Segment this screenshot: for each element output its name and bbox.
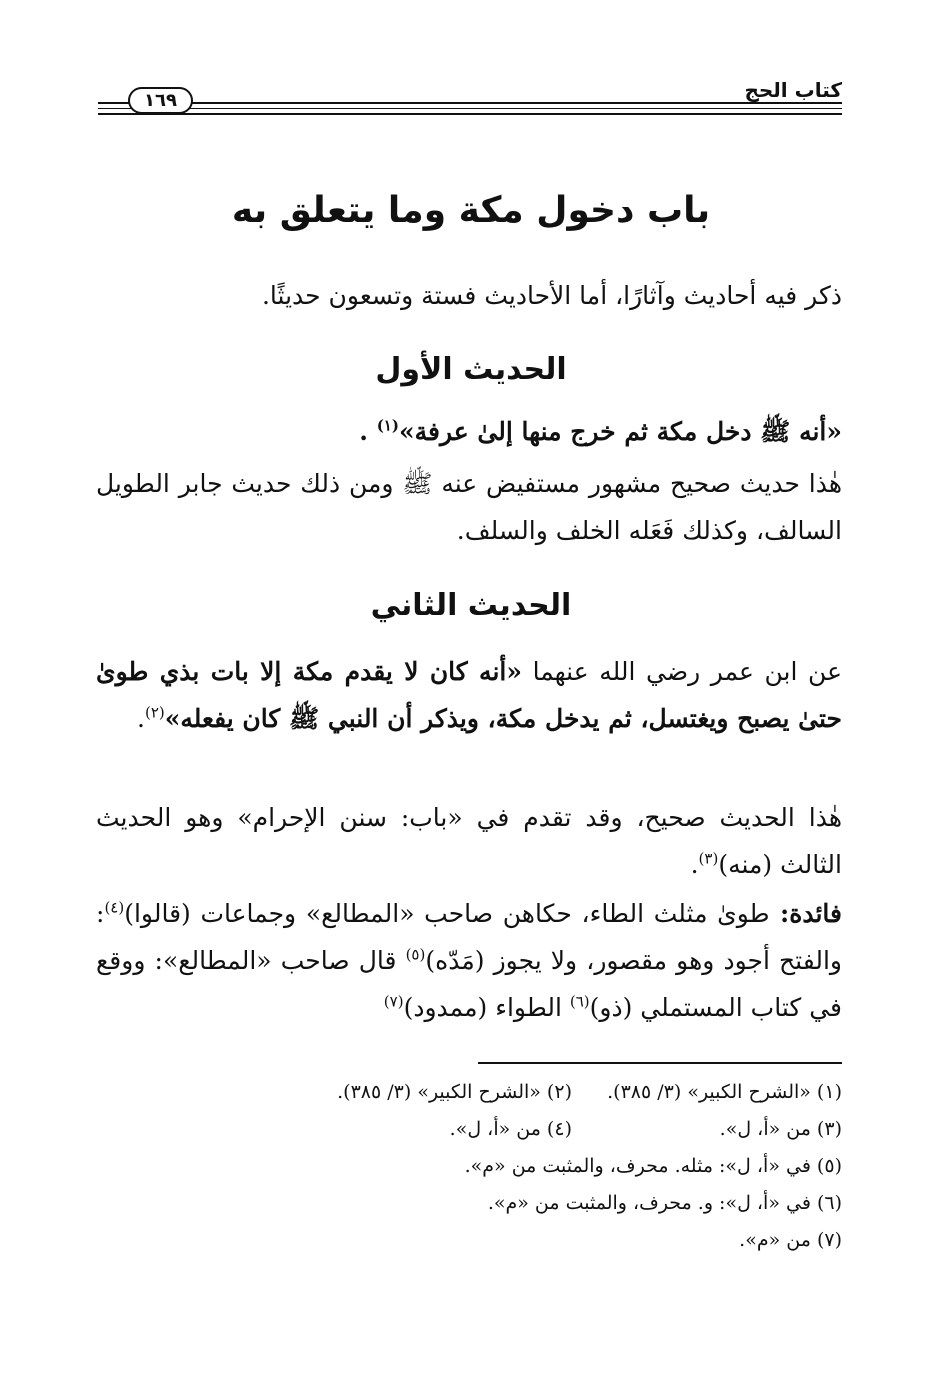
footnotes <box>180 1074 842 1259</box>
footnote-4: (٤) من «أ، ل». <box>449 1118 572 1140</box>
hadith-2-text <box>96 648 842 742</box>
footnote-separator <box>478 1062 842 1064</box>
benefit-text-2: : والفتح أجود وهو مقصور، ولا يجوز (مَدّه) <box>96 899 842 975</box>
hadith-1-commentary: هٰذا حديث صحيح مشهور مستفيض عنه ﷺ ومن ذلك حديث جابر الطويل السالف، وكذلك فَعَله الخلف والسلف. <box>96 469 842 545</box>
hadith-2-lead: عن ابن عمر رضي الله عنهما <box>521 657 842 686</box>
footnote-3: (٣) من «أ، ل». <box>719 1118 842 1140</box>
book-title: كتاب الحج <box>734 78 842 102</box>
footnote-ref-7: (٧) <box>383 992 404 1011</box>
benefit-label: فائدة: <box>769 899 842 928</box>
punctuation: . <box>137 704 145 733</box>
chapter-title: باب دخول مكة وما يتعلق به <box>231 190 711 231</box>
hadith-1-quote: «أنه ﷺ دخل مكة ثم خرج منها إلىٰ عرفة» <box>398 417 842 446</box>
hadith-2-quote: «أنه كان لا يقدم مكة إلا بات بذي طوىٰ حتىٰ يصبح ويغتسل، ثم يدخل مكة، ويذكر أن النبي ﷺ كان يفعله» <box>96 657 842 733</box>
footnote-7: (٧) من «م». <box>739 1229 842 1251</box>
hadith-2-commentary <box>96 794 842 888</box>
footnote-5: (٥) في «أ، ل»: مثله. محرف، والمثبت من «م». <box>464 1155 842 1177</box>
hadith-2-heading: الحديث الثاني <box>370 588 572 623</box>
footnote-2: (٢) «الشرح الكبير» (٣/ ٣٨٥). <box>337 1081 572 1103</box>
footnote-1: (١) «الشرح الكبير» (٣/ ٣٨٥). <box>607 1081 842 1103</box>
page-number: ١٦٩ <box>128 87 193 114</box>
footnote-ref-5: (٥) <box>405 945 426 964</box>
footnote-6: (٦) في «أ، ل»: و. محرف، والمثبت من «م». <box>487 1192 842 1214</box>
footnote-ref-6: (٦) <box>569 992 590 1011</box>
footnote-row <box>180 1111 842 1148</box>
header-rules <box>98 102 842 119</box>
footnote-ref-2: (٢) <box>144 703 165 722</box>
footnote-row <box>180 1074 842 1111</box>
punctuation: . <box>690 850 699 879</box>
benefit-text-1: طوىٰ مثلث الطاء، حكاهن صاحب «المطالع» وجماعات (قالوا) <box>124 899 770 928</box>
punctuation: . <box>359 417 377 446</box>
footnote-ref-4: (٤) <box>104 898 125 917</box>
footnote-ref-1: (١) <box>376 416 399 435</box>
footnote-ref-3: (٣) <box>698 849 719 868</box>
benefit-text-3: قال صاحب «المطالع»: ووقع في كتاب المستملي (ذو) <box>96 946 842 1022</box>
running-header <box>98 78 842 128</box>
chapter-intro: ذكر فيه أحاديث وآثارًا، أما الأحاديث فستة وتسعون حديثًا. <box>261 281 842 310</box>
hadith-1-text <box>96 408 842 455</box>
benefit-paragraph <box>96 890 842 1031</box>
hadith-1-heading: الحديث الأول <box>375 352 567 387</box>
hadith-2-commentary-text: هٰذا الحديث صحيح، وقد تقدم في «باب: سنن الإحرام» وهو الحديث الثالث (منه) <box>96 803 842 879</box>
benefit-text-4: الطواء (ممدود) <box>403 993 570 1022</box>
